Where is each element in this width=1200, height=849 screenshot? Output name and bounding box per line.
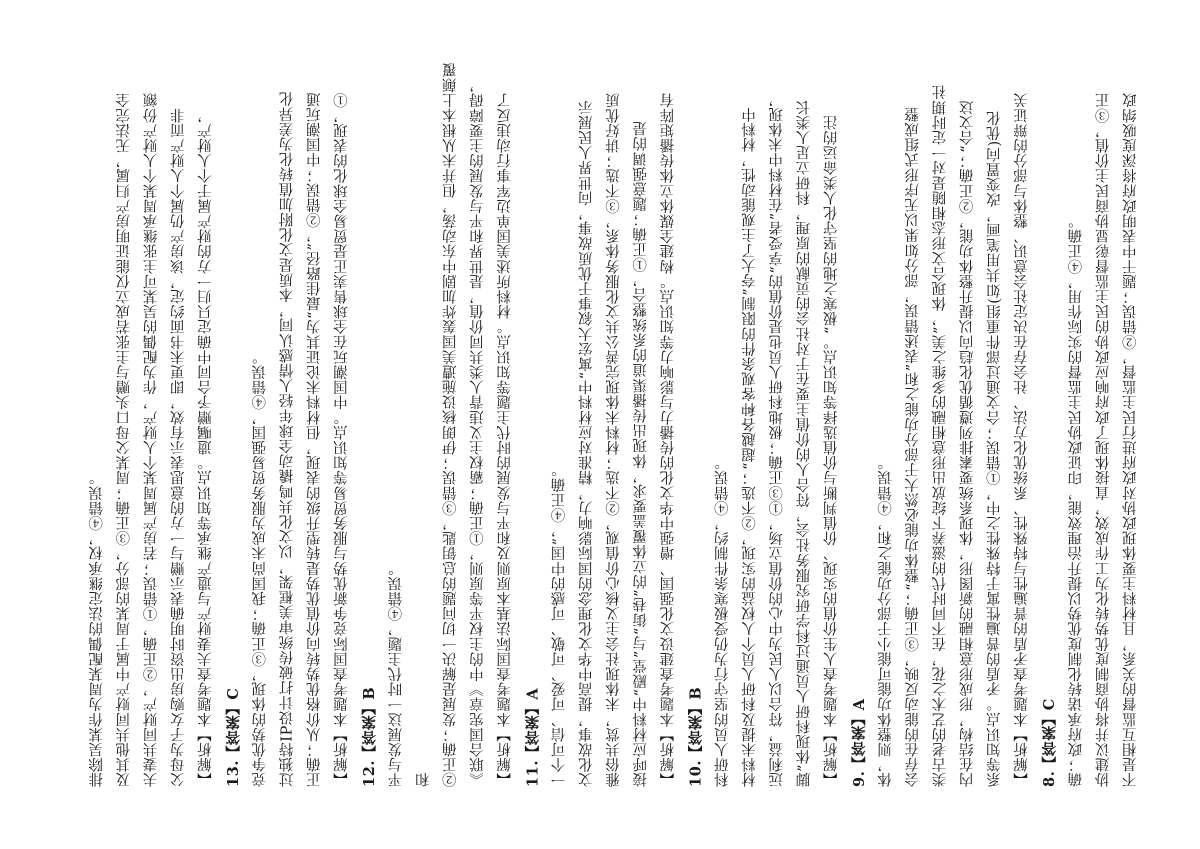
text-line: 及其他共同财产中属于周某的部分，③正确；周某父母口头赠与主张若成立仅能证明房产归属，无法完全 — [116, 92, 133, 787]
text-line: 【解析】本题考查人生价值的实现、价值判断与价值选择等知识点。“极寒之地的坚守化人类命运的注 — [823, 114, 840, 787]
text-line: 一个可信、可爱、可敬、可感的中国”，④正确。 — [551, 461, 568, 787]
text-line: 【解析】本题考查夫妻财产与遗产继承等知识点。遗嘱赠予合同中确定只归一方的财产属于个人财产， — [197, 107, 214, 787]
text-line: 接呼应材料中“殿堂”与“街巷”的立体覆盖要求，体现出传播渠道的系统整合，①正确；题意强调的是 — [633, 120, 650, 787]
text-line: 协建议并将协商制度优势转化为工作成效，直接体现了政府响应政协的民主监督彰显协商民主价值，③正 — [1095, 92, 1112, 787]
text-line: 系等知识点。矛盾的普遍性寓于特殊性之中，①错误；合文通过部件重组(如共用笔画，改变置向)优化 — [986, 110, 1003, 787]
text-line: 内在结构，形成形意相融的新图形，体现系统要素排列遵循优化趋向以提升整体功能，②正确；“合文这 — [959, 99, 976, 787]
text-line: 远利益，符合以人民为中心的价值立场，①③正确；极地科研人员也是价值的“享受者”在材料中未体现， — [769, 91, 786, 787]
text-line: ②正确；发展是解决一切问题的总钥匙，③错误；伊朗核设施遭美国轰炸加剧中东动荡，但并未从根本上颠覆和 — [415, 62, 459, 787]
text-line: 夫妻共同财产，②正确，①错误；若房产属周某个人财产，作为配偶的吴某可主张继承周某个人财产份额 — [143, 92, 160, 787]
text-line: 确；政府承诺转化制度优势以提升治理效能，印证政协民主监督的实际作用，④正确。 — [1068, 213, 1085, 787]
text-line: 平与发展这一时代主题，④错误。 — [388, 560, 405, 787]
text-line: 《联合国宪章》中的主权平等原则，①正确；霸权主义违背人类共同价值，是世界和平与发展的主要障碍， — [469, 77, 486, 787]
answer-heading: 10.【答案】B — [687, 686, 705, 787]
text-line: 正确；从价格优势转向价值优势是转型升级的表现，但材料未论证其为“最佳路径”，②错误；中国潮玩通 — [306, 91, 323, 787]
document-text-block — [60, 62, 1145, 787]
text-line: 【解析】本题考查建设文化强国、增强中华文化的传播力与影响力等知识点。构建全媒体立体传播矩阵有 — [660, 92, 677, 787]
answer-heading: 9.【答案】A — [850, 698, 868, 787]
text-line: 雅俗共赏，未体现社会主义核心价值观，②不选；材料未体现完善公共文化服务体系，③不选；讲好优质 — [605, 92, 622, 787]
answer-heading: 11.【答案】A — [524, 687, 542, 787]
text-line: 体，则整体功能可能小于部分功能之和，④错误。 — [877, 454, 894, 787]
text-line: 排除吴某作为周某配偶的法定继承权，④错误。 — [89, 469, 106, 787]
text-line: 【解析】本题考查矛盾的普遍性与特殊性、系统优化方法、社会存在决定社会意识、整体与部分的辩证关 — [1013, 92, 1030, 787]
answer-heading: 12.【答案】B — [361, 686, 379, 787]
text-line: 【解析】本题考查国际竞争新优势与服务贸易等知识点。中国潮玩在全球售卖正是贸易全球化的表现，① — [333, 92, 350, 787]
text-line: 脚”体现科研人员通过科学研究服务社会，符合人的价值主要在于对社会的贡献的原理，科研立足人类长 — [796, 99, 813, 787]
text-line: 会存在的能动反映，③正确；“整体功能必然大于部分功能之和”表述错误，部分如果以无序形式组成整 — [905, 106, 922, 787]
text-line: 【解析】本题考查国际法基本原则及和平与发展的时代主题等知识点。材料所述美国单边军事行动违反了 — [497, 92, 514, 787]
text-line: 父母为子女购房出资时明确表示赠与一方的意思表示有效，即更未书面约定，该房产仍属个人财产而非 — [170, 107, 187, 787]
answer-heading: 13.【答案】C — [225, 687, 243, 787]
text-line: 文化故事，提高中华文化理念的国际影响力，精准对应材料中“寓宏大叙事于优质故事，向世界人民展示 — [578, 99, 595, 787]
text-line: 材料未提及科研人员个人权益的实现，②不选；“超越各种客观条件的限制”夸大了主观能动性，材料中 — [741, 106, 758, 787]
text-line: 类古老的艺术之花，在不同时代的滋养下绽放出形意相融的多维之美”，体现合文形态相随是对一定时期社 — [932, 84, 949, 787]
text-line: 科研人员的坚守行为仍受极寒条件制约，④错误。 — [714, 454, 731, 787]
text-line: 竞争优势的体现，③正确；我国尚未成为服务贸易强国，④错误。 — [252, 349, 269, 787]
text-line: 不是相互监督的关系，且材料主要体现政协对政府进行民主监督，②错误；题干中表明政府将深度吸纳政 — [1122, 92, 1139, 787]
answer-heading: 8.【答案】C — [1041, 698, 1059, 787]
text-line: 过独特IP设计打破传统审美框架，以文化共鸣撬动全球年轻人情感认同，本质是文化附加值转化为差异化 — [279, 90, 296, 787]
